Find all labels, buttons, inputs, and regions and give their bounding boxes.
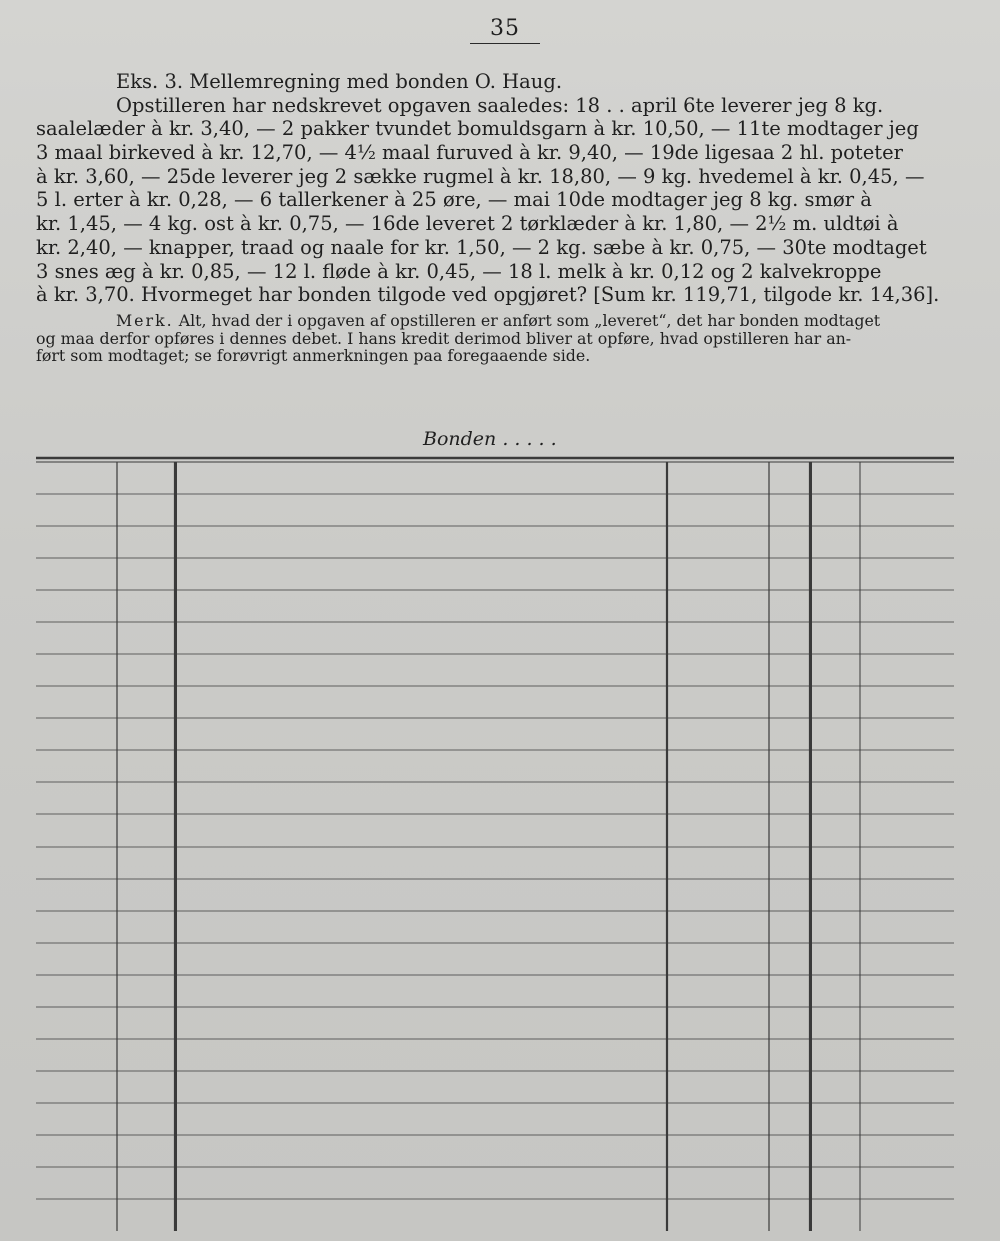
page-number: 35 <box>470 16 540 44</box>
ledger-grid <box>36 458 954 1231</box>
exercise-line-text: kr. 1,45, — 4 kg. ost à kr. 0,75, — 16de leveret 2 tørklæder à kr. 1,80, — 2½ m. uldtøi à <box>36 212 899 236</box>
exercise-line-text: 3 maal birkeved à kr. 12,70, — 4½ maal furuved à kr. 9,40, — 19de ligesaa 2 hl. poteter <box>36 141 903 165</box>
note-line-text: ført som modtaget; se forøvrigt anmerkningen paa foregaaende side. <box>36 346 591 365</box>
exercise-line-text: à kr. 3,70. Hvormeget har bonden tilgode ved opgjøret? [Sum kr. 119,71, tilgode kr. 14,36]. <box>36 283 940 307</box>
ledger-heading: Bonden . . . . . <box>423 428 557 450</box>
exercise-line-text: à kr. 3,60, — 25de leverer jeg 2 sække rugmel à kr. 18,80, — 9 kg. hvedemel à kr. 0,45, — <box>36 164 925 188</box>
exercise-line-text: Opstilleren har nedskrevet opgaven saaledes: 18 . . april 6te leverer jeg 8 kg. <box>116 93 884 117</box>
exercise-line-text: 5 l. erter à kr. 0,28, — 6 tallerkener à 25 øre, — mai 10de modtager jeg 8 kg. smør à <box>36 188 872 212</box>
note-label: Merk. <box>116 311 174 330</box>
exercise-line-text: 3 snes æg à kr. 0,85, — 12 l. fløde à kr. 0,45, — 18 l. melk à kr. 0,12 og 2 kalvekroppe <box>36 259 882 283</box>
exercise-title-text: Eks. 3. Mellemregning med bonden O. Haug. <box>116 70 563 93</box>
exercise-line-text: kr. 2,40, — knapper, traad og naale for kr. 1,50, — 2 kg. sæbe à kr. 0,75, — 30te modtaget <box>36 235 927 259</box>
exercise-line-text: saalelæder à kr. 3,40, — 2 pakker tvundet bomuldsgarn à kr. 10,50, — 11te modtager jeg <box>36 117 919 141</box>
note-line-text: og maa derfor opføres i dennes debet. I hans kredit derimod bliver at opføre, hvad opstilleren har an- <box>36 328 852 348</box>
note-line-text: Alt, hvad der i opgaven af opstilleren er anført som „leveret“, det har bonden modtaget <box>178 311 881 330</box>
